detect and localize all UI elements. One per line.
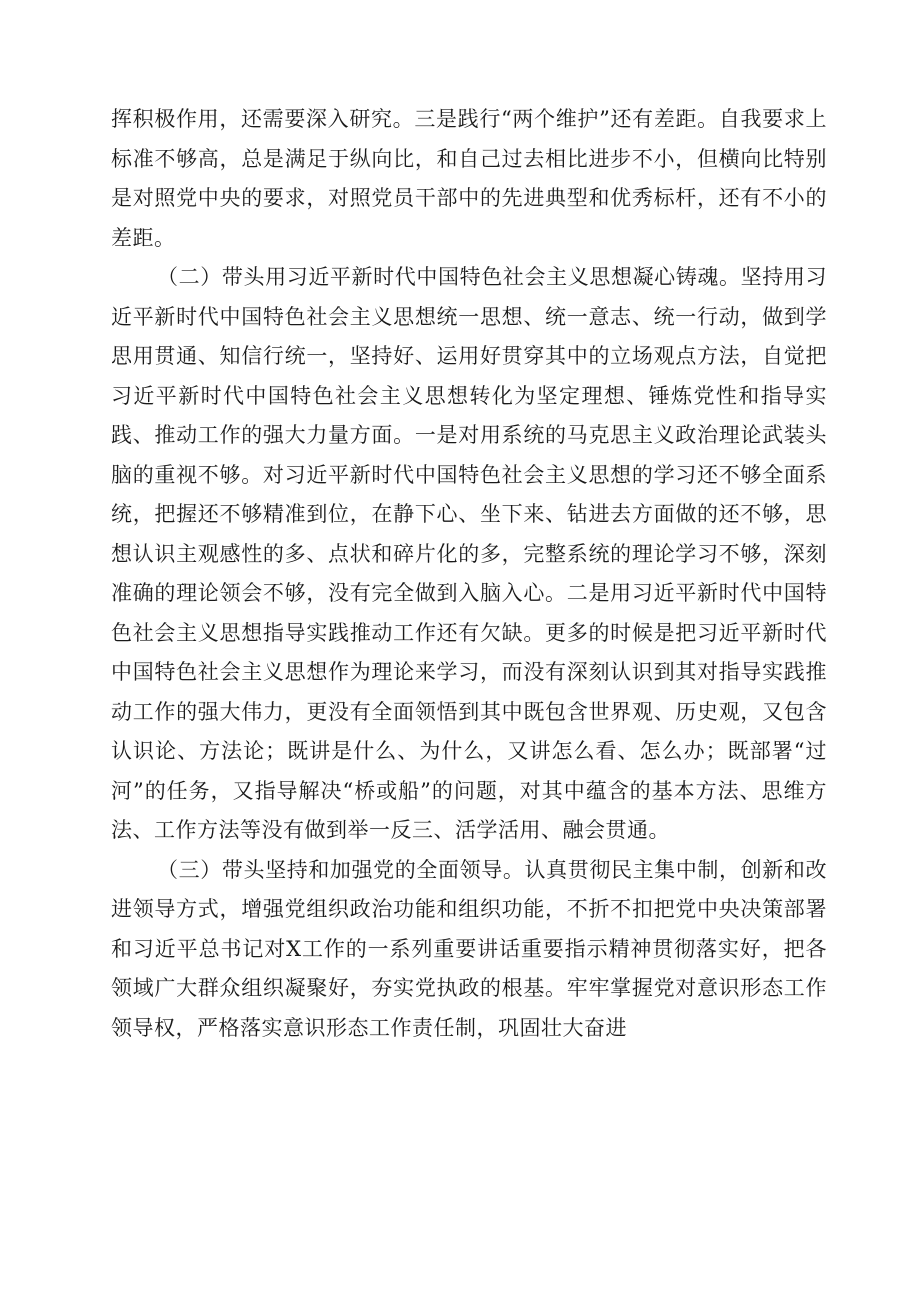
paragraph-section-2: （二）带头用习近平新时代中国特色社会主义思想凝心铸魂。坚持用习近平新时代中国特色社会主义思想统一思想、统一意志、统一行动，做到学思用贯通、知信行统一，坚持好、运用好贯穿其中的立场观点方法，自觉把习近平新时代中国特色社会主义思想转化为坚定理想、锤炼党性和指导实践、推动工作的强大力量方面。一是对用系统的马克思主义政治理论武装头脑的重视不够。对习近平新时代中国特色社会主义思想的学习还不够全面系统，把握还不够精准到位，在静下心、坐下来、钻进去方面做的还不够，思想认识主观感性的多、点状和碎片化的多，完整系统的理论学习不够，深刻准确的理论领会不够，没有完全做到入脑入心。二是用习近平新时代中国特色社会主义思想指导实践推动工作还有欠缺。更多的时候是把习近平新时代中国特色社会主义思想作为理论来学习，而没有深刻认识到其对指导实践推动工作的强大伟力，更没有全面领悟到其中既包含世界观、历史观，又包含认识论、方法论；既讲是什么、为什么，又讲怎么看、怎么办；既部署“过河”的任务，又指导解决“桥或船”的问题，对其中蕴含的基本方法、思维方法、工作方法等没有做到举一反三、活学活用、融会贯通。 bbox=[111, 265, 827, 842]
document-body bbox=[111, 100, 827, 1048]
paragraph-section-3: （三）带头坚持和加强党的全面领导。认真贯彻民主集中制，创新和改进领导方式，增强党组织政治功能和组织功能，不折不扣把党中央决策部署和习近平总书记对X工作的一系列重要讲话重要指示精神贯彻落实好，把各领域广大群众组织凝聚好，夯实党执政的根基。牢牢掌握党对意识形态工作领导权，严格落实意识形态工作责任制，巩固壮大奋进 bbox=[111, 857, 827, 1040]
paragraph-continuation: 挥积极作用，还需要深入研究。三是践行“两个维护”还有差距。自我要求上标准不够高，总是满足于纵向比，和自己过去相比进步不小，但横向比特别是对照党中央的要求，对照党员干部中的先进典型和优秀标杆，还有不小的差距。 bbox=[111, 107, 827, 250]
